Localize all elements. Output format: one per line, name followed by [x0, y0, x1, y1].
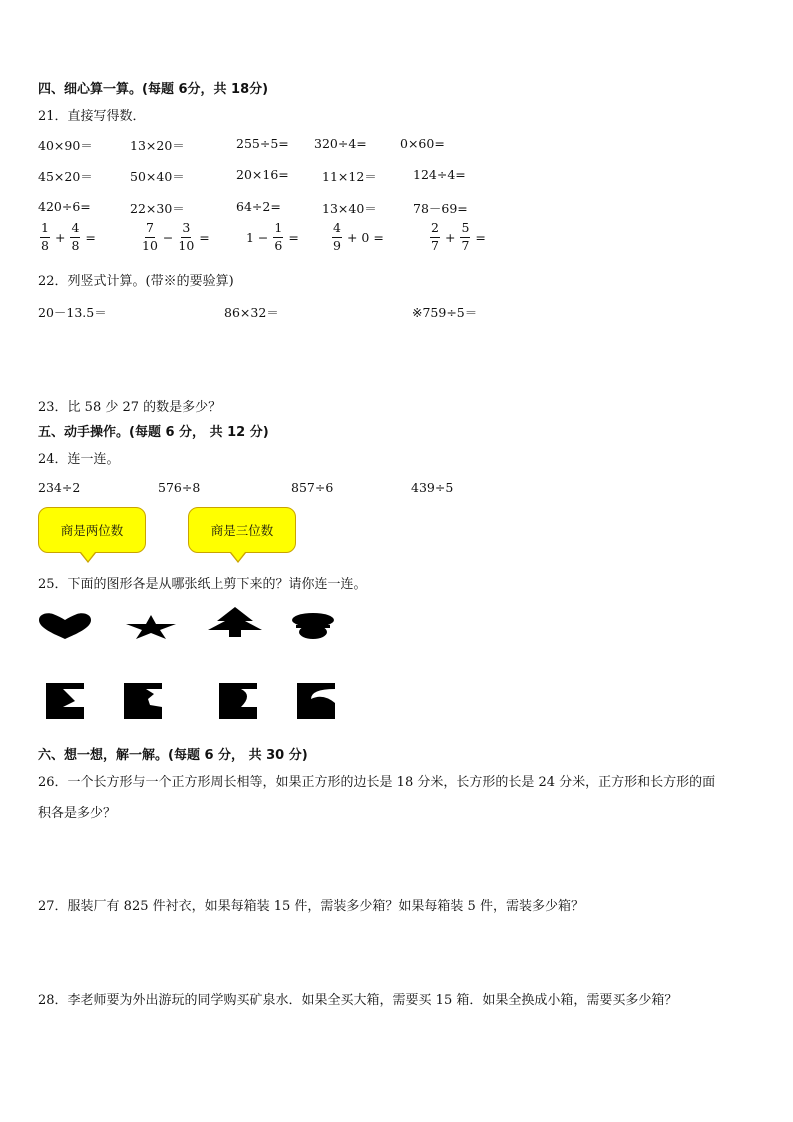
- denominator: 8: [71, 237, 80, 253]
- answer-bubble-three-digit[interactable]: 商是三位数: [188, 507, 296, 553]
- section-6-title: 六、想一想，解一解。(每题 6 分， 共 30 分): [38, 748, 308, 763]
- denominator: 10: [178, 237, 195, 253]
- calc-item: 0×60=: [400, 136, 445, 151]
- fraction: [142, 222, 158, 252]
- calc-item: 320÷4=: [314, 136, 367, 151]
- question-22-stem: 22．列竖式计算。(带※的要验算): [38, 274, 234, 289]
- question-26-line2: 积各是多少？: [38, 806, 117, 821]
- division-item: 234÷2: [38, 480, 81, 495]
- calc-item: 40×90＝: [38, 138, 93, 153]
- numerator: 2: [430, 222, 440, 238]
- calc-item: 20×16=: [236, 167, 289, 182]
- division-item: 576÷8: [158, 480, 201, 495]
- numerator: 7: [145, 222, 155, 238]
- calc-item: 22×30＝: [130, 201, 185, 216]
- arrow-tree-shape[interactable]: [207, 606, 263, 638]
- numerator: 4: [70, 222, 80, 238]
- star-shape[interactable]: [125, 614, 177, 640]
- denominator: 6: [274, 237, 283, 253]
- vertical-calc-item: 20－13.5＝: [38, 305, 107, 320]
- equals-sign: =: [475, 229, 486, 245]
- answer-bubble-two-digit[interactable]: 商是两位数: [38, 507, 146, 553]
- fraction: [430, 222, 440, 252]
- calc-item: 64÷2=: [236, 199, 281, 214]
- denominator: 10: [142, 237, 158, 253]
- question-23-stem: 23．比 58 少 27 的数是多少？: [38, 400, 222, 415]
- calc-item: 78－69=: [413, 201, 468, 216]
- operator: −: [162, 229, 174, 245]
- fraction: [460, 222, 470, 252]
- section-5-title: 五、动手操作。(每题 6 分， 共 12 分): [38, 425, 269, 440]
- equals-sign: =: [199, 229, 210, 245]
- question-27-stem: 27．服装厂有 825 件衬衣，如果每箱装 15 件，需装多少箱？如果每箱装 5 件，需装多少箱？: [38, 899, 584, 914]
- fraction-expression: [140, 222, 213, 252]
- equals-sign: =: [288, 229, 299, 245]
- question-28-stem: 28．李老师要为外出游玩的同学购买矿泉水．如果全买大箱，需要买 15 箱．如果全换成小箱，需要买多少箱？: [38, 993, 678, 1008]
- equals-sign: + 0 =: [346, 229, 384, 245]
- division-item: 439÷5: [411, 480, 454, 495]
- fraction: [40, 222, 50, 252]
- question-25-stem: 25．下面的图形各是从哪张纸上剪下来的？请你连一连。: [38, 577, 367, 592]
- vertical-calc-item: ※759÷5＝: [412, 305, 478, 320]
- cut-paper-b[interactable]: [124, 683, 162, 719]
- leading-term: 1 −: [246, 229, 269, 245]
- operator: +: [54, 229, 66, 245]
- division-item: 857÷6: [291, 480, 334, 495]
- fraction: [178, 222, 194, 252]
- heart-shape[interactable]: [38, 612, 92, 640]
- denominator: 7: [461, 237, 470, 253]
- question-26-line1: 26．一个长方形与一个正方形周长相等，如果正方形的边长是 18 分米，长方形的长是 24 分米，正方形和长方形的面: [38, 775, 716, 790]
- denominator: 7: [431, 237, 439, 253]
- fraction: [70, 222, 80, 252]
- calc-item: 13×40＝: [322, 201, 377, 216]
- denominator: 9: [333, 237, 341, 253]
- numerator: 3: [181, 222, 191, 238]
- calc-item: 420÷6=: [38, 199, 91, 214]
- fraction: [332, 222, 342, 252]
- equals-sign: =: [85, 229, 96, 245]
- calc-item: 13×20＝: [130, 138, 185, 153]
- fraction-expression: [243, 222, 302, 252]
- calc-item: 50×40＝: [130, 169, 185, 184]
- numerator: 4: [332, 222, 342, 238]
- calc-item: 124÷4=: [413, 167, 466, 182]
- calc-item: 45×20＝: [38, 169, 93, 184]
- numerator: 1: [40, 222, 50, 238]
- section-4-title: 四、细心算一算。(每题 6分，共 18分): [38, 82, 269, 97]
- cut-paper-d[interactable]: [297, 683, 335, 719]
- fraction-expression: [428, 222, 489, 252]
- question-21-stem: 21．直接写得数．: [38, 109, 146, 124]
- fraction: [273, 222, 283, 252]
- question-24-stem: 24．连一连。: [38, 452, 120, 467]
- numerator: 1: [273, 222, 283, 238]
- mushroom-shape[interactable]: [290, 612, 336, 640]
- cut-paper-a[interactable]: [46, 683, 84, 719]
- numerator: 5: [460, 222, 470, 238]
- denominator: 8: [41, 237, 49, 253]
- vertical-calc-item: 86×32＝: [224, 305, 279, 320]
- cut-paper-c[interactable]: [219, 683, 257, 719]
- calc-item: 255÷5=: [236, 136, 289, 151]
- operator: +: [444, 229, 456, 245]
- fraction-expression: [330, 222, 387, 252]
- calc-item: 11×12＝: [322, 169, 377, 184]
- fraction-expression: [38, 222, 99, 252]
